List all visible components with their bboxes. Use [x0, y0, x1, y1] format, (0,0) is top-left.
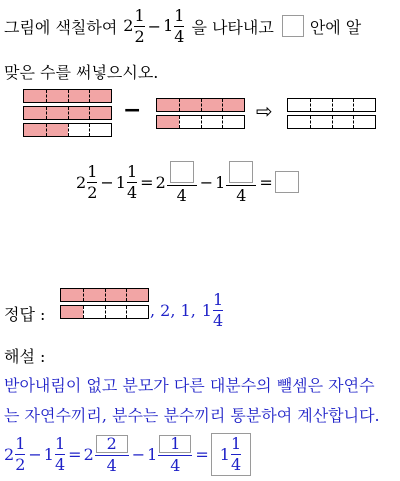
exp-d-fraction [158, 435, 192, 474]
eq-d-fraction [226, 161, 256, 204]
bar-divider [126, 289, 127, 301]
exp-a-whole: 2 [4, 444, 15, 464]
equation [76, 158, 299, 206]
eq-c-whole: 2 [155, 172, 166, 192]
bar-divider [310, 116, 311, 128]
bar-divider [179, 99, 180, 111]
answer-final-den: 4 [212, 310, 224, 330]
exp-c-whole: 2 [83, 444, 94, 464]
exp-d-whole: 1 [147, 444, 158, 464]
explanation-label: 해설 : [4, 347, 46, 366]
mixed-1-whole: 2 [123, 15, 134, 35]
bar-divider [332, 99, 333, 111]
exp-b-num: 1 [54, 433, 66, 453]
bar-divider [89, 90, 90, 102]
eq-b-fraction [126, 161, 138, 202]
right-bar-1 [287, 98, 376, 112]
mixed-2-whole: 1 [163, 15, 174, 35]
eq-minus-2: − [199, 172, 214, 192]
explanation-line-2: 는 자연수끼리, 분수는 분수끼리 통분하여 계산합니다. [4, 406, 380, 425]
exp-r-fraction [230, 433, 242, 474]
bar-divider [201, 116, 202, 128]
eq-a-den: 2 [87, 182, 98, 202]
exp-b-den: 4 [54, 454, 66, 474]
bar-divider [46, 107, 47, 119]
exp-b-fraction [54, 433, 66, 474]
eq-a-whole: 2 [76, 172, 87, 192]
eq-a-fraction [87, 161, 98, 202]
bar-divider [46, 124, 47, 136]
eq-c-num-blank[interactable] [170, 161, 194, 183]
mixed-2-den: 4 [174, 26, 185, 46]
bar-fill [157, 116, 179, 128]
bar-divider [222, 99, 223, 111]
exp-minus: − [28, 444, 42, 464]
bar-divider [310, 99, 311, 111]
bar-divider [68, 107, 69, 119]
bar-divider [83, 306, 84, 318]
bar-divider [105, 306, 106, 318]
question-end: 안에 알 [309, 17, 362, 37]
explanation-line-1: 받아내림이 없고 분모가 다른 대분수의 뺄셈은 자연수 [4, 376, 375, 395]
exp-d-den: 4 [170, 455, 181, 475]
answer-values-line [150, 290, 224, 330]
mixed-1-num: 1 [134, 5, 145, 25]
question-line-2: 맞은 수를 써넣으시오. [4, 63, 159, 82]
eq-d-num-blank[interactable] [229, 161, 253, 183]
figure-minus-sign: − [123, 98, 142, 123]
answer-final-num: 1 [212, 289, 224, 309]
answer-values: , 2, 1, [150, 300, 196, 320]
eq-equals: = [140, 172, 154, 192]
left-bar-2 [23, 106, 112, 120]
bar-divider [89, 124, 90, 136]
bar-fill [61, 306, 83, 318]
eq-a-num: 1 [87, 161, 98, 181]
exp-minus-2: − [131, 444, 146, 464]
eq-c-num-slot [170, 161, 194, 183]
exp-c-fraction [95, 435, 129, 474]
bar-divider [68, 124, 69, 136]
exp-a-fraction [15, 433, 26, 474]
exp-r-whole: 1 [219, 444, 230, 464]
bar-divider [68, 90, 69, 102]
mixed-number-1 [123, 5, 145, 46]
bar-divider [353, 116, 354, 128]
left-bar-1 [23, 89, 112, 103]
eq-minus: − [100, 172, 114, 192]
eq-result-blank[interactable] [275, 171, 299, 193]
eq-b-num: 1 [126, 161, 138, 181]
eq-d-whole: 1 [215, 172, 226, 192]
exp-equals: = [68, 444, 82, 464]
exp-a-den: 2 [15, 454, 26, 474]
mixed-2-num: 1 [174, 5, 185, 25]
explanation-equation [4, 428, 251, 480]
exp-b-whole: 1 [43, 444, 54, 464]
mixed-1-den: 2 [134, 26, 145, 46]
answer-final-fraction [212, 289, 224, 330]
mid-bar-2 [156, 115, 245, 129]
exp-r-den: 4 [230, 454, 242, 474]
bar-divider [353, 99, 354, 111]
answer-bar-1 [60, 288, 149, 302]
bar-divider [179, 116, 180, 128]
bar-divider [89, 107, 90, 119]
question-prefix: 그림에 색칠하여 [4, 17, 118, 37]
eq-d-num-slot [229, 161, 253, 183]
exp-c-num-slot [96, 435, 128, 453]
exp-d-num-box: 1 [159, 435, 191, 453]
right-bar-2 [287, 115, 376, 129]
exp-c-den: 4 [106, 455, 117, 475]
answer-bar-2 [60, 305, 149, 319]
mixed-2-fraction [174, 5, 185, 46]
answer-blank-box[interactable] [282, 15, 304, 37]
exp-c-num-box: 2 [96, 435, 128, 453]
mixed-number-2 [163, 5, 185, 46]
eq-d-den: 4 [236, 185, 247, 205]
mixed-1-fraction [134, 5, 145, 46]
bar-divider [83, 289, 84, 301]
question-suffix: 을 나타내고 [191, 17, 274, 37]
mid-bar-1 [156, 98, 245, 112]
left-bar-3 [23, 123, 112, 137]
arrow-icon: ⇨ [256, 99, 273, 123]
bar-divider [222, 116, 223, 128]
bar-divider [201, 99, 202, 111]
bar-divider [105, 289, 106, 301]
exp-equals-2: = [195, 444, 209, 464]
eq-c-fraction [167, 161, 197, 204]
question-line-1 [4, 6, 361, 46]
bar-divider [332, 116, 333, 128]
exp-d-num-slot [159, 435, 191, 453]
eq-b-den: 4 [126, 182, 138, 202]
exp-result-box [211, 433, 251, 476]
answer-final-whole: 1 [201, 300, 212, 320]
eq-b-whole: 1 [115, 172, 126, 192]
eq-c-den: 4 [176, 185, 187, 205]
bar-divider [46, 90, 47, 102]
exp-a-num: 1 [15, 433, 26, 453]
eq-equals-2: = [259, 172, 273, 192]
bar-divider [126, 306, 127, 318]
minus-sign: − [147, 16, 162, 36]
exp-r-num: 1 [230, 433, 242, 453]
answer-label: 정답 : [4, 305, 46, 324]
